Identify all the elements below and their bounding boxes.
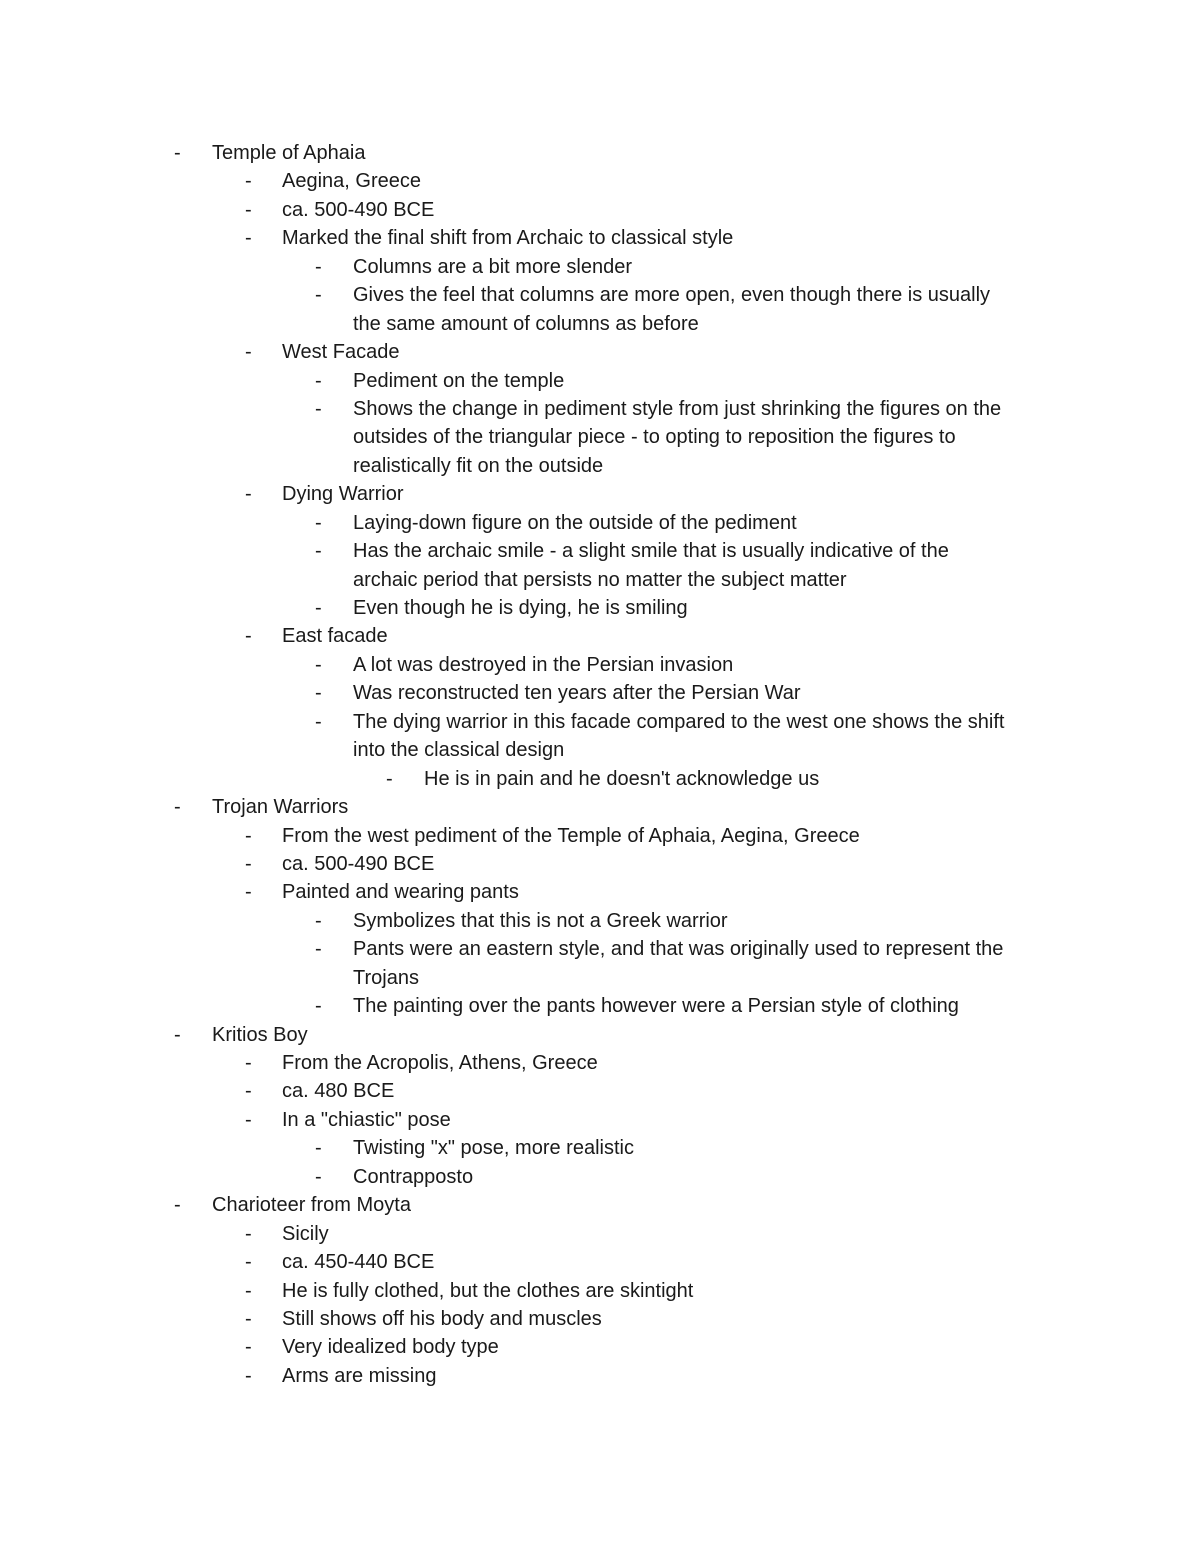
outline-item-text: Has the archaic smile - a slight smile that is usually indicative of the: [353, 540, 949, 563]
outline-item-text: East facade: [282, 625, 388, 648]
bullet-dash: -: [245, 1251, 252, 1274]
outline-item-text: Painted and wearing pants: [282, 881, 519, 904]
bullet-dash: -: [315, 938, 322, 961]
outline-item-level-1: [0, 622, 1200, 650]
bullet-dash: -: [174, 142, 181, 164]
outline-item-text: Kritios Boy: [212, 1023, 308, 1046]
bullet-dash: -: [245, 341, 252, 364]
outline-item-level-0: [0, 1191, 1200, 1219]
outline-item-text: Aegina, Greece: [282, 170, 421, 193]
outline-item-level-0: [0, 793, 1200, 821]
bullet-dash: -: [245, 625, 252, 648]
document-page: [0, 139, 1200, 1390]
bullet-dash: -: [245, 1052, 252, 1074]
outline-item-level-1: [0, 480, 1200, 508]
outline-item-level-2: [0, 395, 1200, 423]
outline-item-text: ca. 450-440 BCE: [282, 1251, 435, 1274]
outline-item-level-1: [0, 1362, 1200, 1390]
outline-item-text: ca. 480 BCE: [282, 1080, 395, 1103]
bullet-dash: -: [315, 909, 322, 932]
bullet-dash: -: [245, 881, 252, 904]
bullet-dash: -: [245, 852, 252, 875]
bullet-dash: -: [245, 170, 252, 193]
outline-item-text: Contrapposto: [353, 1165, 474, 1188]
bullet-dash: -: [315, 1165, 322, 1188]
bullet-dash: -: [245, 198, 252, 221]
bullet-dash: -: [315, 597, 322, 619]
bullet-dash: -: [386, 767, 393, 790]
outline-item-level-2: [0, 594, 1200, 622]
bullet-dash: -: [315, 1137, 322, 1160]
bullet-outline: [0, 139, 1200, 1390]
outline-item-text: Even though he is dying, he is smiling: [353, 597, 688, 619]
bullet-dash: -: [245, 227, 252, 250]
outline-item-text: Trojans: [353, 966, 419, 989]
bullet-dash: -: [315, 397, 322, 420]
outline-item-level-0: [0, 1021, 1200, 1049]
outline-item-text: archaic period that persists no matter the subject matter: [353, 568, 847, 591]
outline-item-level-1: [0, 1248, 1200, 1276]
outline-item-level-2: [0, 736, 1200, 764]
outline-item-text: He is fully clothed, but the clothes are skintight: [282, 1279, 694, 1302]
outline-item-text: Pediment on the temple: [353, 369, 565, 392]
bullet-dash: -: [174, 796, 181, 819]
outline-item-level-2: [0, 566, 1200, 594]
outline-item-level-2: [0, 708, 1200, 736]
outline-item-level-2: [0, 964, 1200, 992]
outline-item-text: ca. 500-490 BCE: [282, 852, 435, 875]
bullet-dash: -: [315, 653, 322, 676]
outline-item-level-0: [0, 139, 1200, 167]
outline-item-level-1: [0, 1220, 1200, 1248]
outline-item-text: He is in pain and he doesn't acknowledge us: [424, 767, 820, 790]
outline-item-level-2: [0, 679, 1200, 707]
bullet-dash: -: [245, 1279, 252, 1302]
outline-item-level-1: [0, 1077, 1200, 1105]
bullet-dash: -: [315, 540, 322, 563]
outline-item-text: Still shows off his body and muscles: [282, 1307, 602, 1330]
bullet-dash: -: [315, 511, 322, 534]
bullet-dash: -: [315, 284, 322, 307]
outline-item-level-2: [0, 1163, 1200, 1191]
outline-item-text: Marked the final shift from Archaic to classical style: [282, 227, 734, 250]
bullet-dash: -: [245, 1364, 252, 1387]
outline-item-level-2: [0, 992, 1200, 1020]
bullet-dash: -: [245, 1222, 252, 1245]
outline-item-level-2: [0, 1134, 1200, 1162]
bullet-dash: -: [315, 710, 322, 733]
bullet-dash: -: [315, 369, 322, 392]
outline-item-text: A lot was destroyed in the Persian invasion: [353, 653, 734, 676]
outline-item-text: In a "chiastic" pose: [282, 1108, 451, 1131]
bullet-dash: -: [245, 483, 252, 506]
outline-item-text: Sicily: [282, 1222, 329, 1245]
outline-item-level-2: [0, 310, 1200, 338]
outline-item-level-1: [0, 1333, 1200, 1361]
bullet-dash: -: [315, 995, 322, 1018]
bullet-dash: -: [245, 1336, 252, 1359]
outline-item-level-1: [0, 822, 1200, 850]
bullet-dash: -: [315, 255, 322, 278]
outline-item-level-2: [0, 537, 1200, 565]
outline-item-level-1: [0, 1277, 1200, 1305]
outline-item-level-1: [0, 1305, 1200, 1333]
outline-item-text: realistically fit on the outside: [353, 454, 604, 477]
outline-item-level-2: [0, 452, 1200, 480]
outline-item-level-1: [0, 167, 1200, 195]
bullet-dash: -: [245, 1108, 252, 1131]
outline-item-level-1: [0, 850, 1200, 878]
outline-item-text: Twisting "x" pose, more realistic: [353, 1137, 634, 1160]
outline-item-text: the same amount of columns as before: [353, 312, 699, 335]
outline-item-level-2: [0, 281, 1200, 309]
outline-item-text: Shows the change in pediment style from just shrinking the figures on the: [353, 397, 1002, 420]
outline-item-level-1: [0, 338, 1200, 366]
outline-item-level-2: [0, 935, 1200, 963]
outline-item-text: outsides of the triangular piece - to opting to reposition the figures to: [353, 426, 956, 449]
outline-item-text: into the classical design: [353, 739, 565, 762]
outline-item-level-2: [0, 651, 1200, 679]
bullet-dash: -: [245, 824, 252, 847]
outline-item-text: Charioteer from Moyta: [212, 1194, 411, 1217]
outline-item-level-2: [0, 423, 1200, 451]
outline-item-text: Laying-down figure on the outside of the pediment: [353, 511, 797, 534]
outline-item-text: The dying warrior in this facade compared to the west one shows the shift: [353, 710, 1005, 733]
outline-item-level-2: [0, 907, 1200, 935]
bullet-dash: -: [245, 1080, 252, 1103]
bullet-dash: -: [245, 1307, 252, 1330]
outline-item-level-2: [0, 509, 1200, 537]
outline-item-text: Columns are a bit more slender: [353, 255, 633, 278]
outline-item-text: Was reconstructed ten years after the Persian War: [353, 682, 801, 705]
outline-item-text: Pants were an eastern style, and that was originally used to represent the: [353, 938, 1004, 961]
outline-item-text: Dying Warrior: [282, 483, 404, 506]
bullet-dash: -: [315, 682, 322, 705]
outline-item-level-3: [0, 765, 1200, 793]
outline-item-level-1: [0, 1106, 1200, 1134]
outline-item-text: Trojan Warriors: [212, 796, 349, 819]
outline-item-level-1: [0, 224, 1200, 252]
outline-item-level-2: [0, 367, 1200, 395]
outline-item-level-1: [0, 196, 1200, 224]
outline-item-text: ca. 500-490 BCE: [282, 198, 435, 221]
outline-item-text: The painting over the pants however were a Persian style of clothing: [353, 995, 959, 1018]
outline-item-text: West Facade: [282, 341, 400, 364]
outline-item-level-1: [0, 1049, 1200, 1077]
outline-item-text: Gives the feel that columns are more open, even though there is usually: [353, 284, 991, 307]
outline-item-text: Arms are missing: [282, 1364, 437, 1387]
outline-item-text: Temple of Aphaia: [212, 142, 366, 164]
outline-item-text: From the Acropolis, Athens, Greece: [282, 1052, 598, 1074]
outline-item-level-2: [0, 253, 1200, 281]
outline-item-text: Very idealized body type: [282, 1336, 499, 1359]
outline-item-text: Symbolizes that this is not a Greek warrior: [353, 909, 728, 932]
bullet-dash: -: [174, 1194, 181, 1217]
outline-item-text: From the west pediment of the Temple of Aphaia, Aegina, Greece: [282, 824, 860, 847]
bullet-dash: -: [174, 1023, 181, 1046]
outline-item-level-1: [0, 878, 1200, 906]
